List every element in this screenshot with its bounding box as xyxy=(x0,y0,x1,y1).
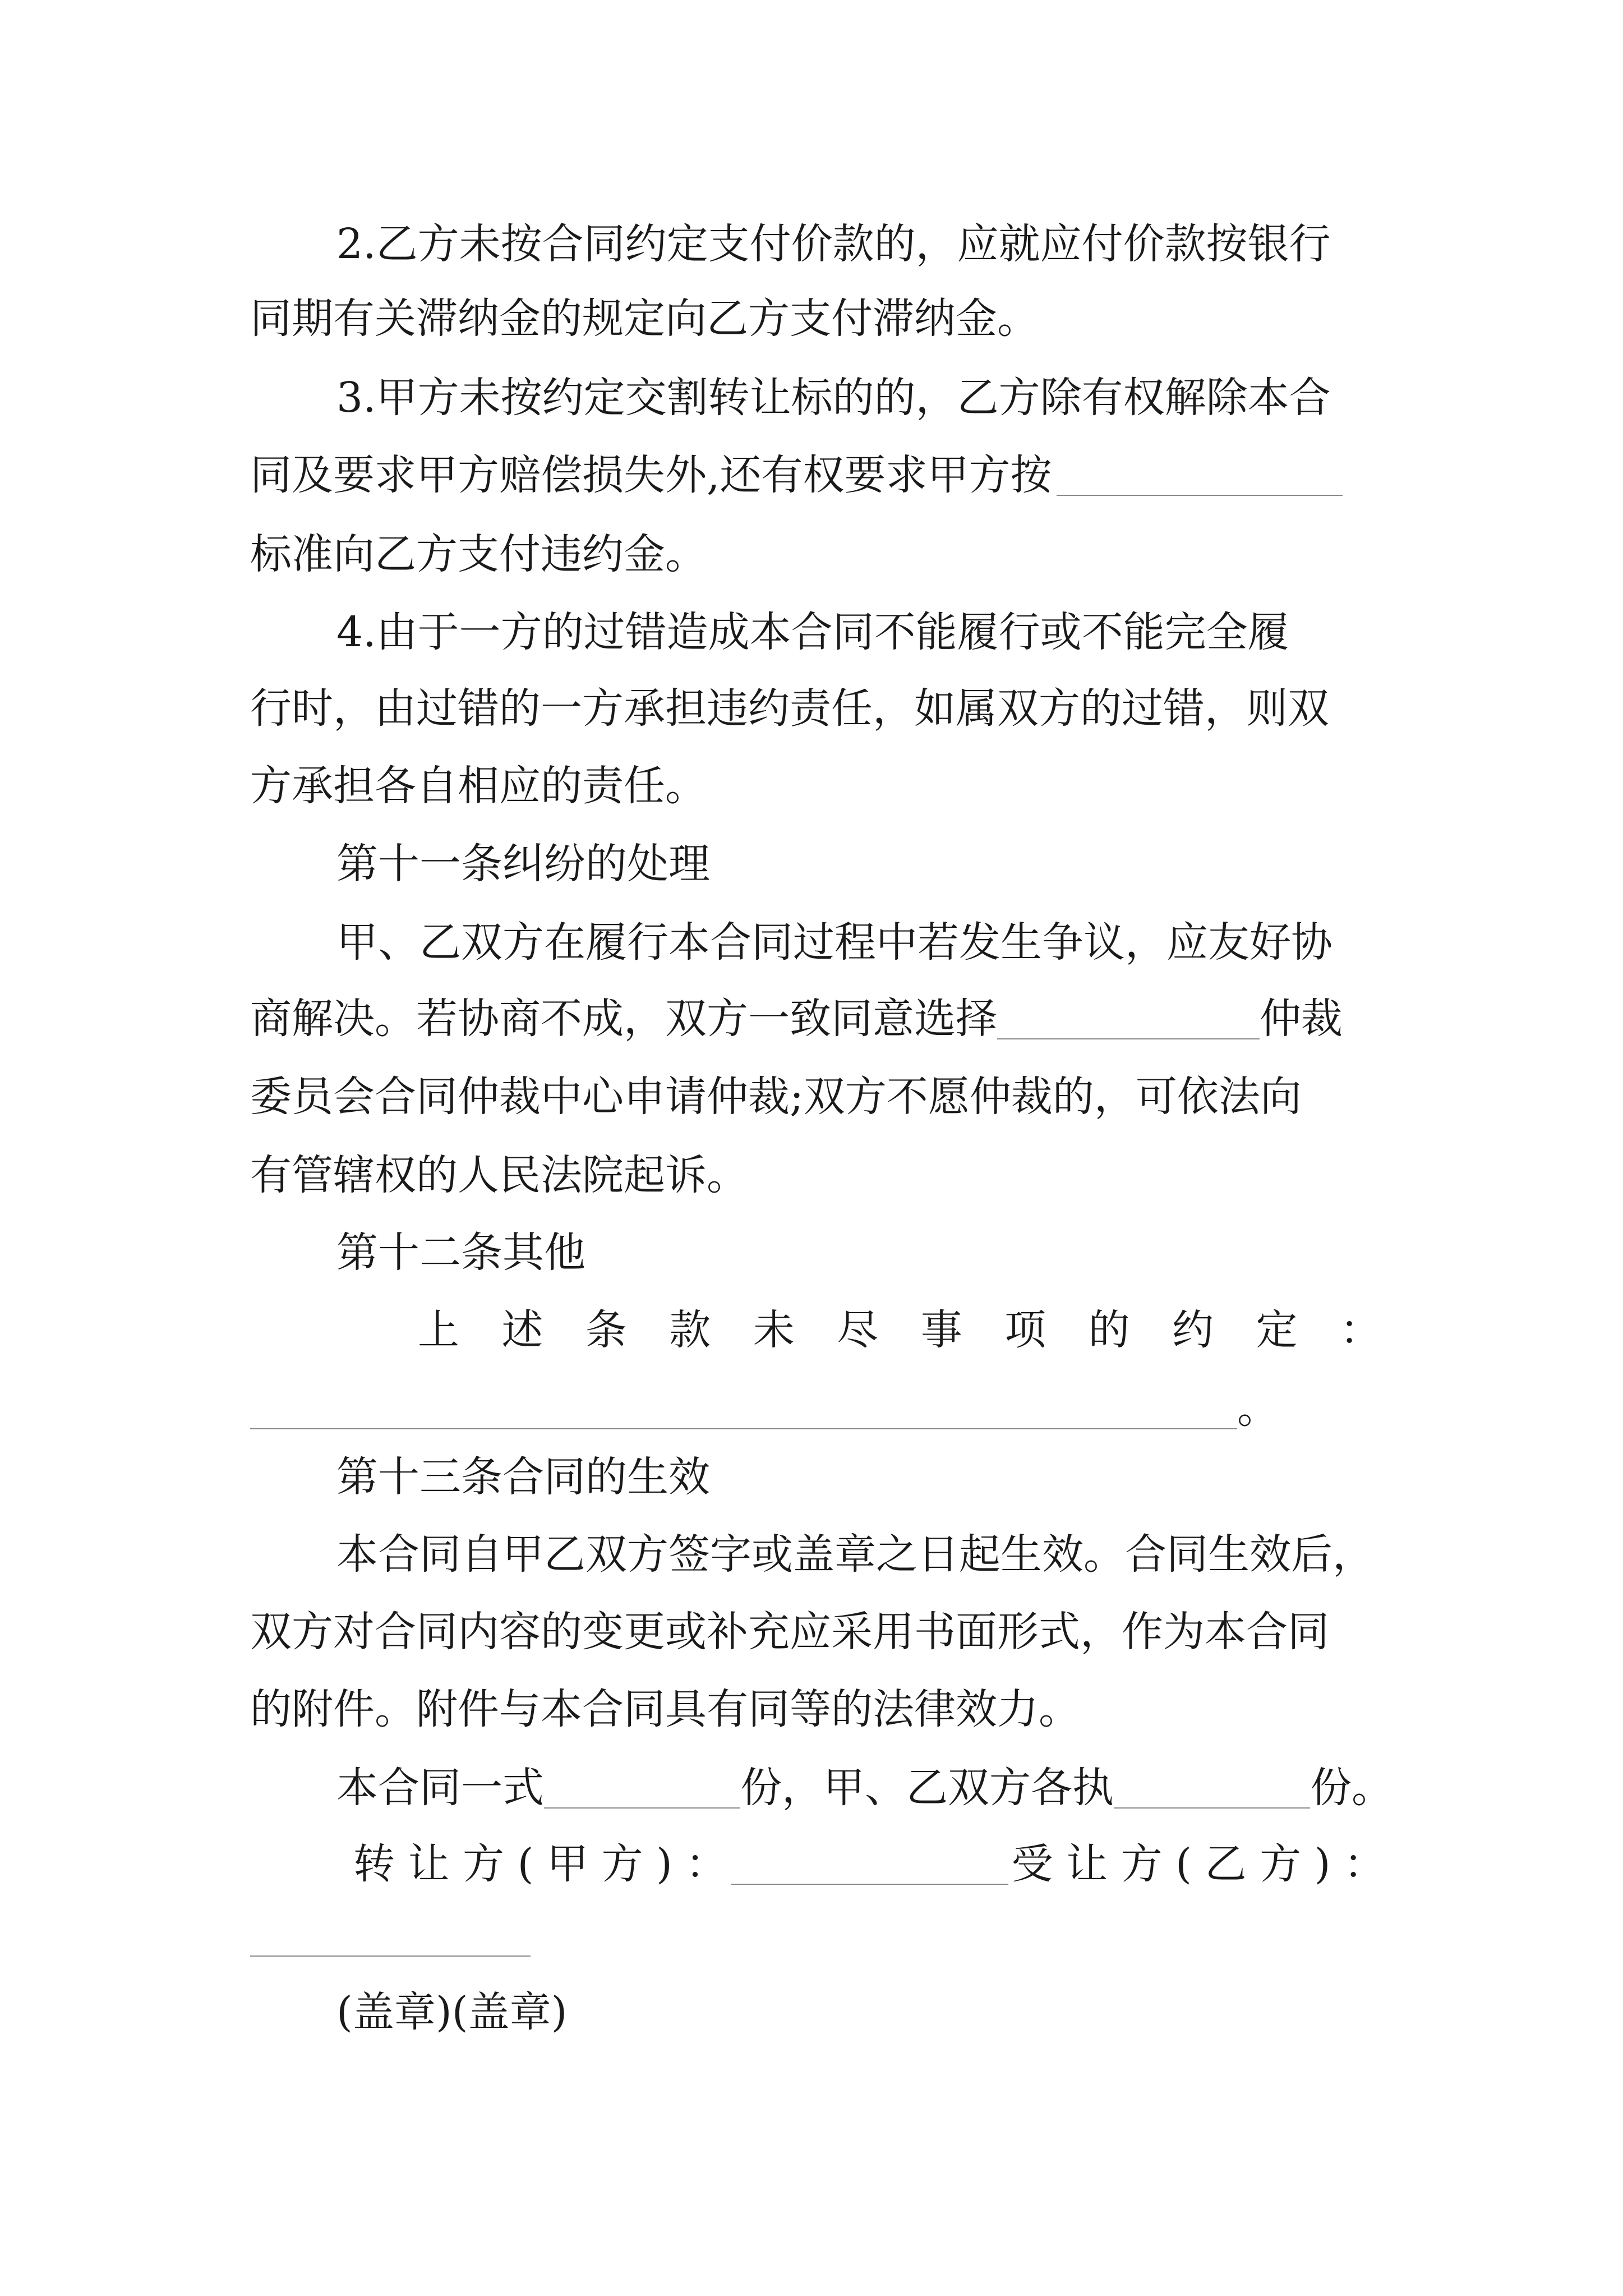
article11-line2-row xyxy=(250,995,1343,1043)
article13-line3: 的附件。附件与本合同具有同等的法律效力。 xyxy=(250,1685,1080,1733)
spread-char: 款 xyxy=(669,1306,711,1354)
arbitration-committee-blank xyxy=(997,1001,1260,1039)
item3-line2: 同及要求甲方赔偿损失外,还有权要求甲方按 xyxy=(250,451,1052,499)
transferor-blank xyxy=(731,1847,1008,1885)
item3-line3: 标准向乙方支付违约金。 xyxy=(250,530,707,578)
copies-text-a: 本合同一式 xyxy=(336,1764,544,1812)
each-party-copies-blank xyxy=(1114,1770,1310,1809)
spread-char: 未 xyxy=(753,1306,795,1354)
spread-char: 尽 xyxy=(837,1306,879,1354)
item3-line1: 3.甲方未按约定交割转让标的的，乙方除有权解除本合 xyxy=(336,374,1331,422)
spread-char: 约 xyxy=(1172,1306,1214,1354)
article11-line1: 甲、乙双方在履行本合同过程中若发生争议，应友好协 xyxy=(336,918,1332,967)
spread-char: ： xyxy=(1339,1306,1381,1354)
article13-line1: 本合同自甲乙双方签字或盖章之日起生效。合同生效后， xyxy=(336,1530,1374,1579)
seal-line: (盖章)(盖章) xyxy=(336,1988,568,2036)
spread-char: 述 xyxy=(501,1306,543,1354)
article12-heading: 第十二条其他 xyxy=(336,1228,585,1277)
item3-line2-row xyxy=(250,451,1383,499)
spread-char: 条 xyxy=(585,1306,627,1354)
article11-line4: 有管辖权的人民法院起诉。 xyxy=(250,1151,748,1199)
article12-spread-line xyxy=(418,1306,1381,1354)
penalty-standard-blank xyxy=(1057,458,1343,496)
item4-line1: 4.由于一方的过错造成本合同不能履行或不能完全履 xyxy=(336,608,1289,656)
item2-line2: 同期有关滞纳金的规定向乙方支付滞纳金。 xyxy=(250,295,1039,343)
spread-char: 事 xyxy=(920,1306,962,1354)
spread-char: 项 xyxy=(1004,1306,1046,1354)
article13-heading: 第十三条合同的生效 xyxy=(336,1453,710,1501)
item4-line2: 行时，由过错的一方承担违约责任，如属双方的过错，则双 xyxy=(250,684,1329,733)
article11-line2b: 仲裁 xyxy=(1260,995,1343,1043)
spread-char: 的 xyxy=(1088,1306,1130,1354)
copies-row xyxy=(336,1764,1393,1812)
article11-line3: 委员会合同仲裁中心申请仲裁;双方不愿仲裁的，可依法向 xyxy=(250,1073,1302,1121)
article12-end-mark: 。 xyxy=(1237,1384,1279,1433)
article12-blank-row xyxy=(250,1384,1279,1433)
other-terms-blank xyxy=(250,1391,1237,1429)
transferor-label: 转 让 方 ( 甲 方 ) ： xyxy=(353,1840,727,1888)
item4-line3: 方承担各自相应的责任。 xyxy=(250,762,707,810)
copies-text-b: 份，甲、乙双方各执 xyxy=(740,1764,1114,1812)
total-copies-blank xyxy=(544,1770,740,1809)
copies-text-c: 份。 xyxy=(1310,1764,1393,1812)
transferee-blank xyxy=(250,1955,531,1957)
article13-line2: 双方对合同内容的变更或补充应采用书面形式，作为本合同 xyxy=(250,1608,1329,1656)
signature-row xyxy=(353,1840,1385,1888)
spread-char: 上 xyxy=(418,1306,459,1354)
item2-line1: 2.乙方未按合同约定支付价款的，应就应付价款按银行 xyxy=(336,220,1331,268)
spread-char: 定 xyxy=(1256,1306,1298,1354)
transferee-label: 受 让 方 ( 乙 方 ) ： xyxy=(1011,1840,1385,1888)
article11-heading: 第十一条纠纷的处理 xyxy=(336,840,710,888)
article11-line2a: 商解决。若协商不成，双方一致同意选择 xyxy=(250,995,997,1043)
